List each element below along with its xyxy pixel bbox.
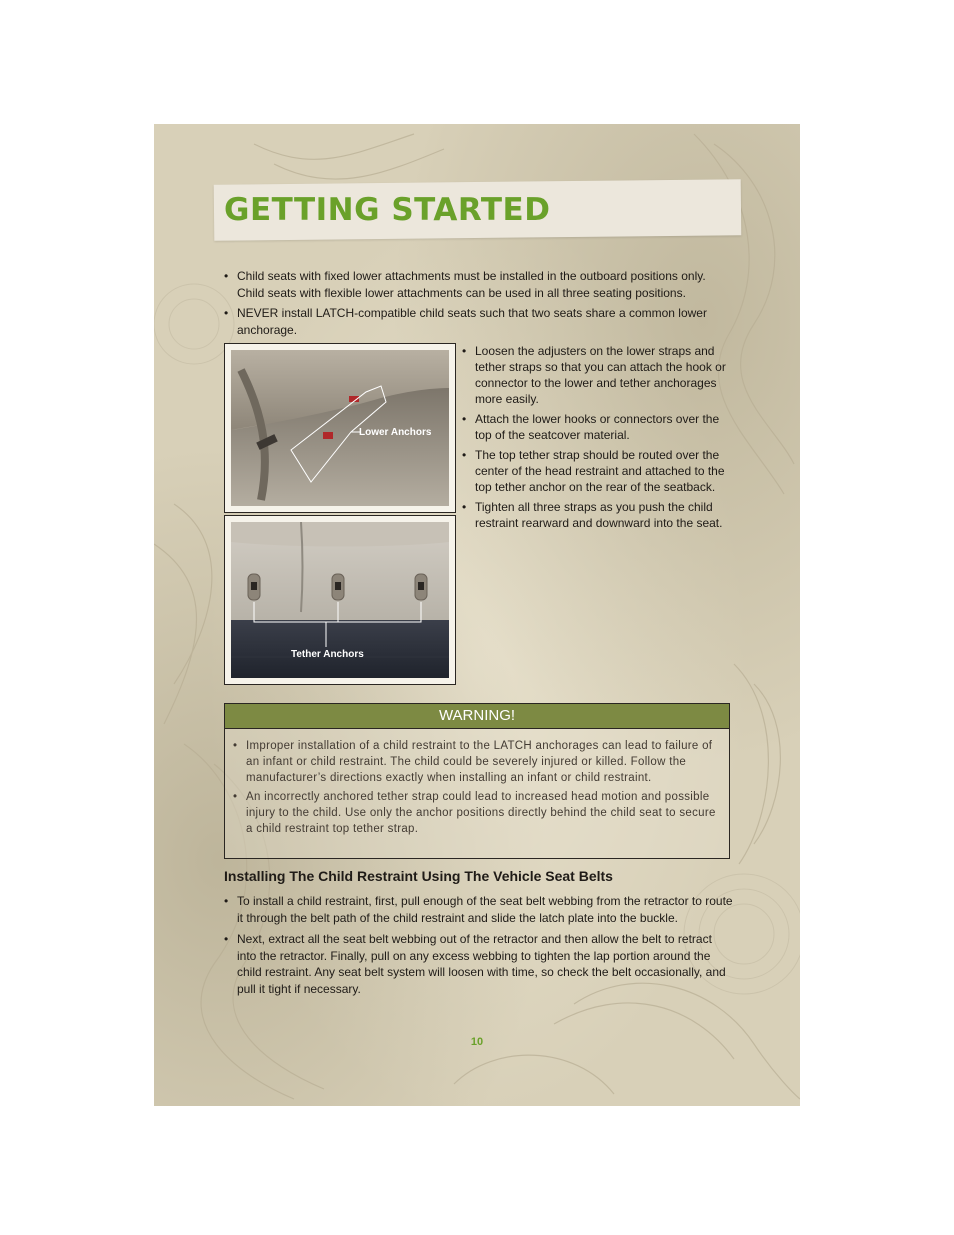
list-item: • Child seats with fixed lower attachments must be installed in the outboard positions only. Child seats with flexible lower attachments can be used in all three seating positions.: [224, 268, 730, 301]
list-item: • Next, extract all the seat belt webbing out of the retractor and then allow the belt to retract into the retractor. Finally, pull on any excess webbing to tighten the lap portion around the child restraint. Any seat belt system will loosen with time, so check the belt occasionally, and pull it tight if necessary.: [224, 931, 734, 997]
lower-anchors-label: Lower Anchors: [359, 427, 432, 438]
bottom-bullet-list: [224, 893, 734, 1002]
page-number: 10: [470, 1036, 484, 1048]
list-item: • Loosen the adjusters on the lower straps and tether straps so that you can attach the hook or connector to the lower and tether anchorages more easily.: [462, 343, 732, 407]
list-item: • Improper installation of a child restraint to the LATCH anchorages can lead to failure of an infant or child restraint. The child could be severely injured or killed. Follow the manufacturer’s directions exactly when installing an infant or child restraint.: [233, 738, 719, 786]
list-item: • Tighten all three straps as you push the child restraint rearward and downward into the seat.: [462, 499, 732, 531]
lower-anchors-photo-frame: [224, 343, 456, 513]
side-bullet-list: [462, 343, 732, 535]
list-item: • NEVER install LATCH-compatible child seats such that two seats share a common lower anchorage.: [224, 305, 730, 338]
warning-list: [233, 738, 719, 840]
warning-box: [224, 703, 730, 859]
section-heading: Installing The Child Restraint Using The Vehicle Seat Belts: [224, 868, 613, 884]
page-title: GETTING STARTED: [224, 192, 551, 228]
warning-header: WARNING!: [225, 704, 729, 729]
list-item: • Attach the lower hooks or connectors over the top of the seatcover material.: [462, 411, 732, 443]
top-bullet-list: [224, 268, 730, 342]
list-item: • The top tether strap should be routed over the center of the head restraint and attached to the top tether anchor on the rear of the seatback.: [462, 447, 732, 495]
manual-page: [154, 124, 800, 1106]
tether-anchors-photo-frame: [224, 515, 456, 685]
list-item: • An incorrectly anchored tether strap could lead to increased head motion and possible injury to the child. Use only the anchor positions directly behind the child seat to secure a child restraint top tether strap.: [233, 789, 719, 837]
tether-anchors-label: Tether Anchors: [291, 649, 364, 660]
list-item: • To install a child restraint, first, pull enough of the seat belt webbing from the retractor to route it through the belt path of the child restraint and slide the latch plate into the buckle.: [224, 893, 734, 926]
